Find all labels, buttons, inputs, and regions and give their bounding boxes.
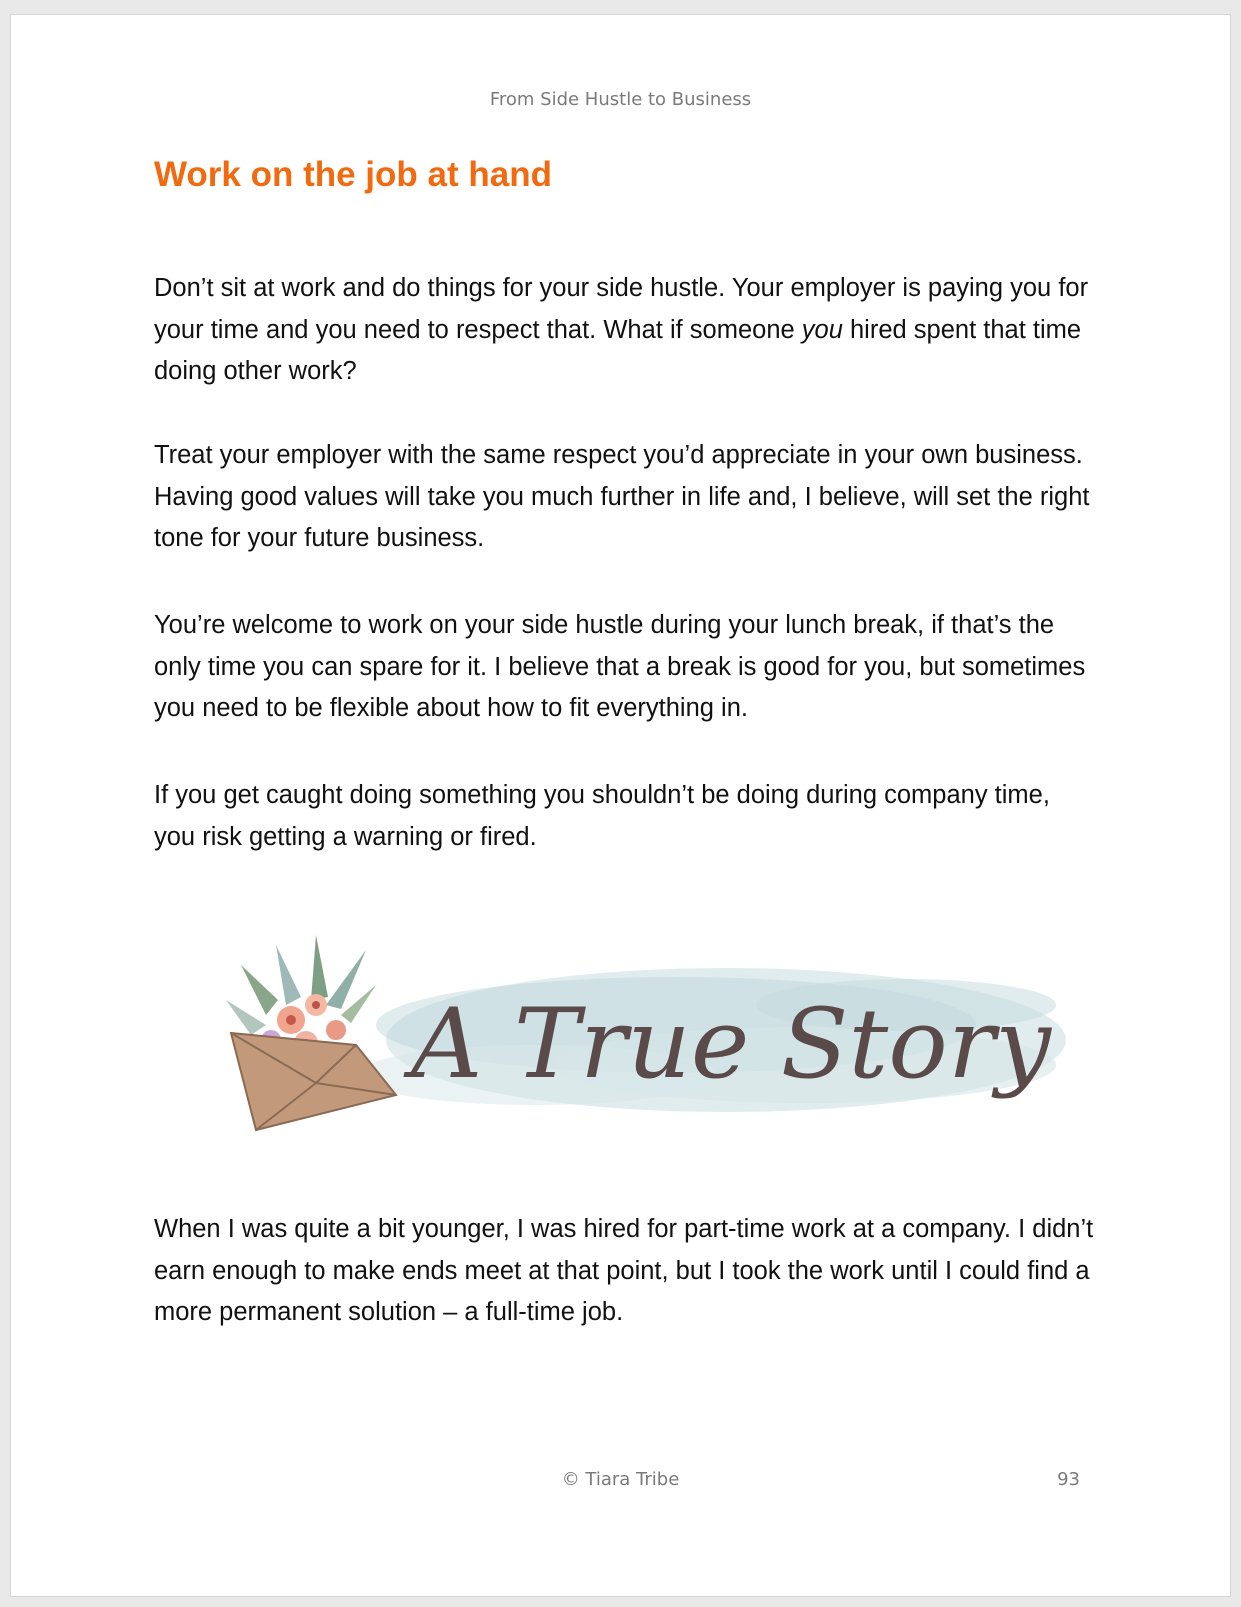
- paragraph-1-text-end: hired spent that time doing other work?: [154, 315, 1082, 385]
- footer-copyright: © Tiara Tribe: [561, 1469, 680, 1490]
- true-story-banner: [206, 905, 1086, 1165]
- paragraph-1-emphasis: you: [801, 315, 843, 344]
- flower-envelope-icon: [226, 935, 396, 1130]
- paragraph-2: Treat your employer with the same respect you’d appreciate in your own business. Having good values will take you much further in life and, I believe, will set the right tone for your future business.: [154, 441, 1090, 552]
- running-header: From Side Hustle to Business: [489, 89, 752, 110]
- true-story-script: A True Story: [402, 988, 1053, 1100]
- paragraph-4: If you get caught doing something you shouldn’t be doing during company time, you risk getting a warning or fired.: [154, 781, 1050, 851]
- paragraph-3: You’re welcome to work on your side hustle during your lunch break, if that’s the only time you can spare for it. I believe that a break is good for you, but sometimes you need to be flexible about how to fit everything in.: [154, 611, 1086, 722]
- section-heading: Work on the job at hand: [154, 155, 552, 194]
- document-page: [10, 14, 1231, 1597]
- paragraph-5: When I was quite a bit younger, I was hired for part-time work at a company. I didn’t earn enough to make ends meet at that point, but I took the work until I could find a more permanent solution – a full-time job.: [154, 1215, 1094, 1326]
- page-number: 93: [1057, 1469, 1080, 1490]
- paragraph-1-text-start: Don’t sit at work and do things for your side hustle. Your employer is paying you for your time and you need to respect that. What if someone: [154, 274, 1089, 344]
- paragraph-1: [154, 268, 1094, 393]
